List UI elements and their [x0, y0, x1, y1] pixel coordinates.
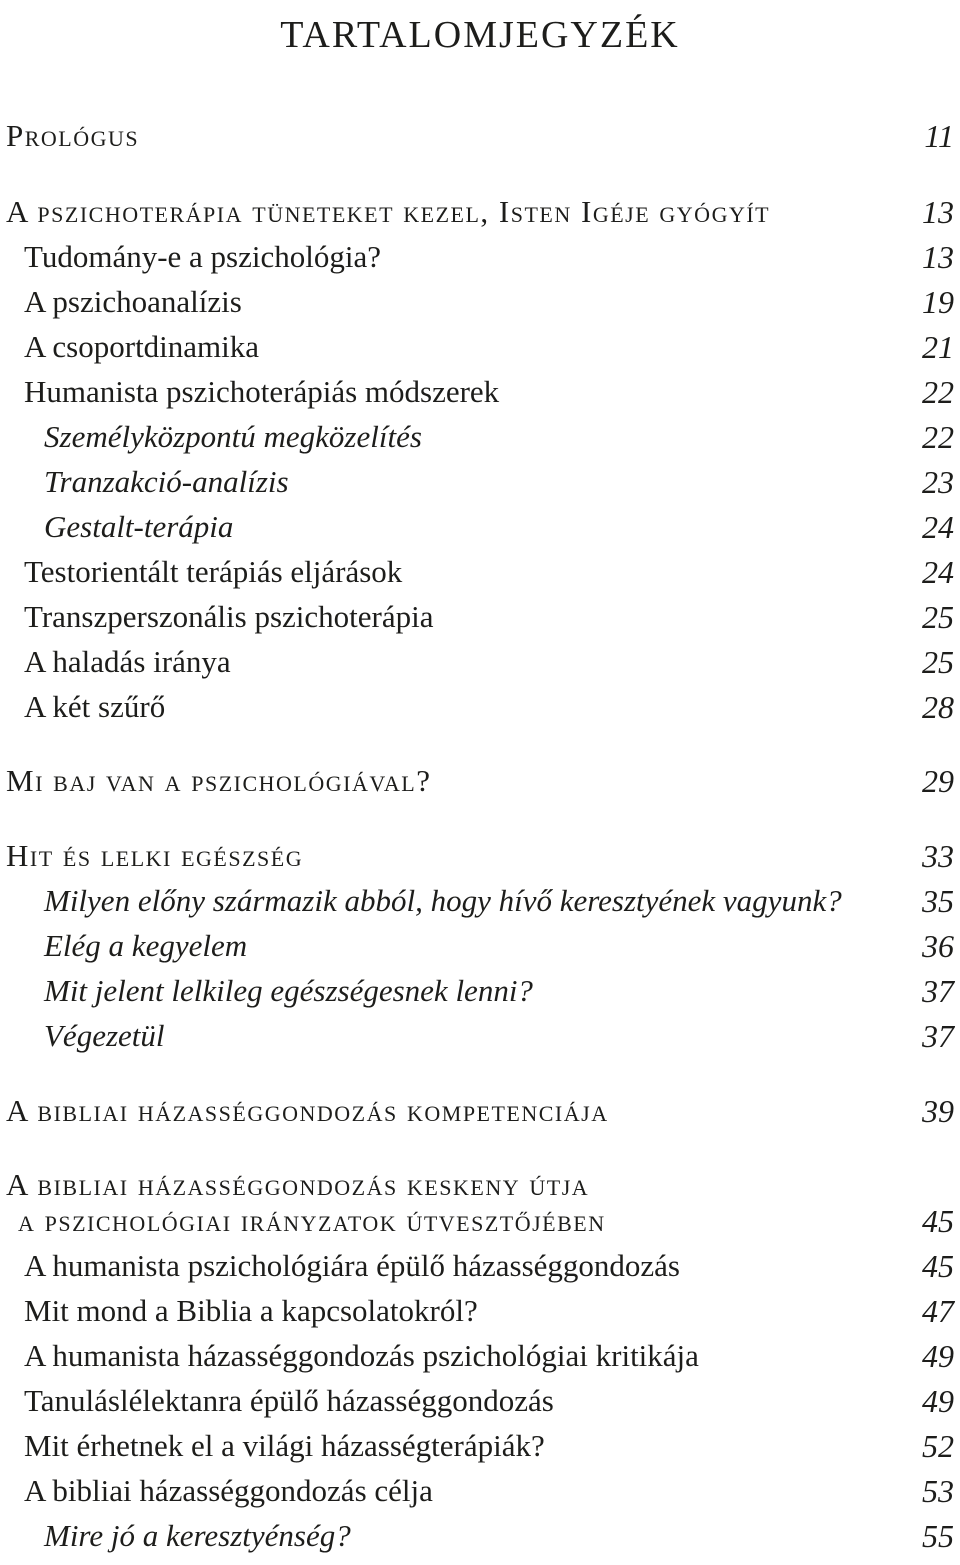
- toc-entry-title: Milyen előny származik abból, hogy hívő keresztyének vagyunk?: [44, 883, 842, 918]
- toc-entry-page: 19: [922, 284, 954, 320]
- toc-entry-title: Mire jó a keresztyénség?: [44, 1518, 351, 1553]
- toc-entry-page: 53: [922, 1473, 954, 1509]
- toc-entry-prologus[interactable]: [0, 113, 960, 159]
- toc-entry-section-continued[interactable]: [0, 1198, 960, 1244]
- toc-entry-page: 22: [922, 374, 954, 410]
- toc-entry-title: Végezetül: [44, 1018, 165, 1053]
- toc-entry-page: 22: [922, 419, 954, 455]
- toc-entry-page: 47: [922, 1293, 954, 1329]
- toc-entry-italic[interactable]: [0, 968, 960, 1014]
- toc-entry-italic[interactable]: [0, 923, 960, 969]
- toc-entry-title: Személyközpontú megközelítés: [44, 419, 422, 454]
- toc-entry-title: Testorientált terápiás eljárások: [24, 554, 403, 589]
- toc-entry-title: A bibliai házasséggondozás keskeny útja: [6, 1167, 590, 1202]
- toc-entry-page: 25: [922, 599, 954, 635]
- toc-entry-page: 23: [922, 464, 954, 500]
- toc-entry-page: 25: [922, 644, 954, 680]
- toc-entry-italic[interactable]: [0, 1513, 960, 1559]
- toc-entry-italic[interactable]: [0, 459, 960, 505]
- toc-entry-title: Elég a kegyelem: [44, 928, 248, 963]
- toc-entry-page: 24: [922, 554, 954, 590]
- toc-entry-page: 21: [922, 329, 954, 365]
- toc-entry-page: 13: [922, 239, 954, 275]
- toc-entry-title: A pszichoterápia tüneteket kezel, Isten Igéje gyógyít: [6, 194, 771, 229]
- toc-entry-title: Mi baj van a pszichológiával?: [6, 763, 432, 798]
- toc-entry-page: 45: [922, 1203, 954, 1239]
- toc-entry-page: 39: [922, 1093, 954, 1129]
- toc-entry-italic[interactable]: [0, 414, 960, 460]
- toc-entry[interactable]: [0, 1378, 960, 1424]
- toc-entry[interactable]: [0, 324, 960, 370]
- toc-entry-page: 55: [922, 1518, 954, 1554]
- toc-entry-page: 45: [922, 1248, 954, 1284]
- toc-entry[interactable]: [0, 1468, 960, 1514]
- toc-entry-title: Mit érhetnek el a világi házasségterápiák?: [24, 1428, 545, 1463]
- toc-entry[interactable]: [0, 369, 960, 415]
- toc-entry[interactable]: [0, 1288, 960, 1334]
- toc-entry-page: 49: [922, 1338, 954, 1374]
- toc-entry[interactable]: [0, 549, 960, 595]
- toc-entry-title: A haladás iránya: [24, 644, 231, 679]
- toc-entry-page: 13: [922, 194, 954, 230]
- toc-entry-page: 35: [922, 883, 954, 919]
- toc-entry-page: 49: [922, 1383, 954, 1419]
- toc-entry[interactable]: [0, 1333, 960, 1379]
- toc-entry-title: a pszichológiai irányzatok útvesztőjében: [18, 1203, 606, 1238]
- toc-entry-section[interactable]: [0, 189, 960, 235]
- toc-entry-italic[interactable]: [0, 504, 960, 550]
- toc-entry-section[interactable]: [0, 833, 960, 879]
- toc-entry-page: 52: [922, 1428, 954, 1464]
- toc-entry-section[interactable]: [0, 1088, 960, 1134]
- toc-entry-title: A bibliai házasséggondozás célja: [24, 1473, 433, 1508]
- toc-entry-title: Tanuláslélektanra épülő házasséggondozás: [24, 1383, 554, 1418]
- page-title: tartalomjegyzék: [280, 0, 680, 59]
- toc-entry-title: Gestalt-terápia: [44, 509, 234, 544]
- toc-entry[interactable]: [0, 1423, 960, 1469]
- toc-entry-page: 28: [922, 689, 954, 725]
- toc-entry-page: 29: [922, 763, 954, 799]
- toc-entry[interactable]: [0, 639, 960, 685]
- toc-entry-title: A humanista pszichológiára épülő házasséggondozás: [24, 1248, 680, 1283]
- toc-entry-title: Transzperszonális pszichoterápia: [24, 599, 434, 634]
- toc-entry-page: 11: [924, 118, 954, 154]
- toc-entry[interactable]: [0, 279, 960, 325]
- toc-entry-title: Mit mond a Biblia a kapcsolatokról?: [24, 1293, 478, 1328]
- toc-entry-title: A két szűrő: [24, 689, 166, 724]
- toc-entry-page: 24: [922, 509, 954, 545]
- toc-entry-page: 36: [922, 928, 954, 964]
- toc-entry-title: Tudomány-e a pszichológia?: [24, 239, 381, 274]
- toc-entry[interactable]: [0, 594, 960, 640]
- toc-entry[interactable]: [0, 1243, 960, 1289]
- toc-entry-title: Tranzakció-analízis: [44, 464, 289, 499]
- toc-entry-italic[interactable]: [0, 1013, 960, 1059]
- toc-entry-title: Mit jelent lelkileg egészségesnek lenni?: [44, 973, 533, 1008]
- toc-entry[interactable]: [0, 684, 960, 730]
- toc-entry-page: 37: [922, 973, 954, 1009]
- toc-entry-title: Prológus: [6, 118, 140, 153]
- toc-entry-page: 37: [922, 1018, 954, 1054]
- toc-entry-section[interactable]: [0, 758, 960, 804]
- toc-entry-title: A humanista házasséggondozás pszichológiai kritikája: [24, 1338, 699, 1373]
- toc-entry-title: A pszichoanalízis: [24, 284, 242, 319]
- toc-entry[interactable]: [0, 234, 960, 280]
- toc-entry-page: 33: [922, 838, 954, 874]
- toc-entry-title: Humanista pszichoterápiás módszerek: [24, 374, 500, 409]
- toc-entry-title: Hit és lelki egészség: [6, 838, 304, 873]
- toc-entry-italic[interactable]: [0, 878, 960, 924]
- toc-entry-title: A bibliai házasséggondozás kompetenciája: [6, 1093, 609, 1128]
- toc-entry-title: A csoportdinamika: [24, 329, 260, 364]
